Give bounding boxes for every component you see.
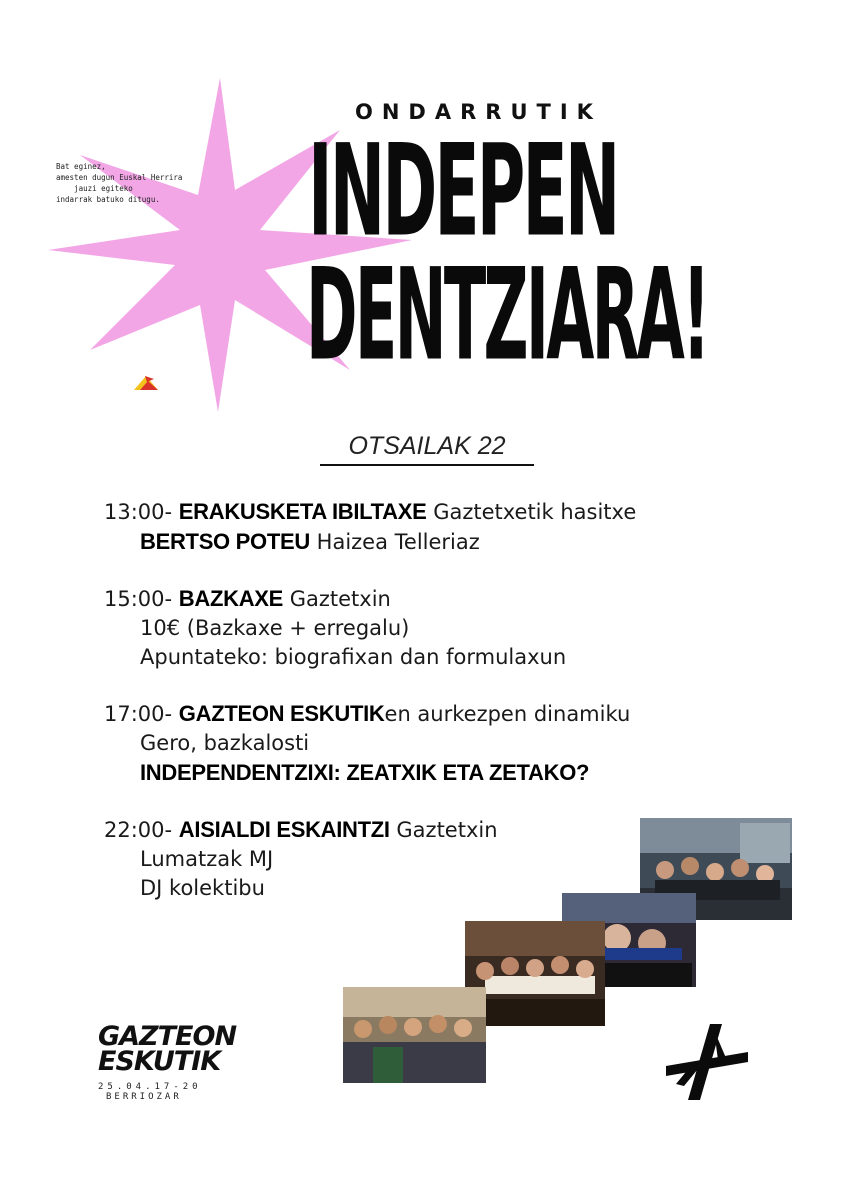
program-detail: Gaztetxin: [283, 587, 391, 611]
program-item-4: [104, 815, 498, 903]
program-item-1: [104, 497, 636, 557]
program-extra-text: Haizea Telleriaz: [309, 530, 480, 554]
program-extra-text: Apuntateko: biografixan dan formulaxun: [140, 645, 567, 669]
program-item-2: [104, 584, 566, 672]
program-time: 13:00-: [104, 500, 173, 524]
program-title: ERAKUSKETA IBILTAXE: [178, 499, 427, 524]
program-extra-text: Gero, bazkalosti: [140, 731, 310, 755]
group-photo-3: [465, 921, 605, 1026]
logo-place: BERRIOZAR: [106, 1092, 182, 1102]
date-underline: [320, 464, 534, 466]
program-title: GAZTEON ESKUTIK: [178, 701, 385, 726]
kicker-title: ONDARRUTIK: [355, 100, 602, 124]
program-time: 17:00-: [104, 702, 173, 726]
program-extra-bold: INDEPENDENTZIXI: ZEATXIK ETA ZETAKO?: [140, 760, 590, 785]
headline-line-2: DENTZIARA!: [306, 240, 708, 390]
program-title: AISIALDI ESKAINTZI: [178, 817, 390, 842]
side-note: Bat eginez, amesten dugun Euskal Herrira jauzi egiteko indarrak batuko ditugu.: [56, 162, 183, 204]
program-detail: en aurkezpen dinamiku: [384, 702, 631, 726]
gazteon-eskutik-logo: [98, 1021, 238, 1102]
event-date: OTSAILAK 22: [348, 432, 506, 460]
program-extra-text: Lumatzak MJ: [140, 847, 274, 871]
logo-date: 25.04.17-20: [98, 1082, 202, 1092]
logo-line-1: GAZTEON: [98, 1021, 237, 1052]
program-extra-bold: BERTSO POTEU: [140, 529, 310, 554]
mountain-flag-icon: [134, 375, 162, 391]
group-photo-4: [343, 987, 486, 1083]
program-extra-text: 10€ (Bazkaxe + erregalu): [140, 616, 410, 640]
logo-line-2: ESKUTIK: [98, 1046, 221, 1077]
program-item-3: [104, 699, 630, 788]
program-title: BAZKAXE: [178, 586, 284, 611]
stylized-a-arrow-logo-icon: [664, 1022, 750, 1102]
program-extra-text: DJ kolektibu: [140, 876, 265, 900]
program-time: 15:00-: [104, 587, 173, 611]
program-time: 22:00-: [104, 818, 173, 842]
headline-line-1: INDEPEN: [308, 116, 618, 266]
program-detail: Gaztetxetik hasitxe: [426, 500, 637, 524]
program-detail: Gaztetxin: [389, 818, 498, 842]
